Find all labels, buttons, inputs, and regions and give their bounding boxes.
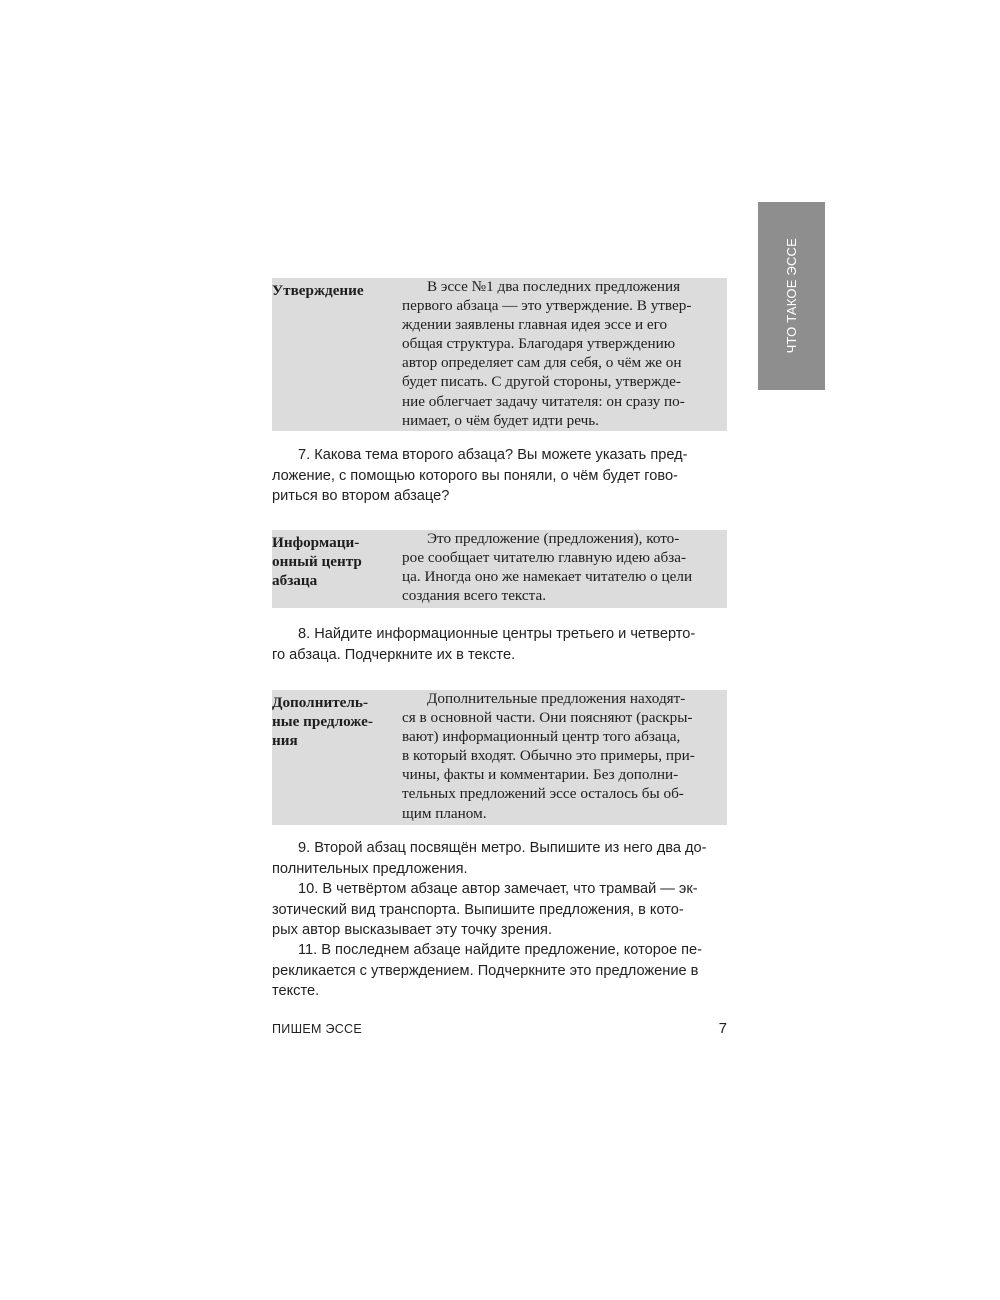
definition-line: нимает, о чём будет идти речь.: [402, 411, 599, 429]
definition-box-info-center: [272, 530, 727, 608]
question-line: 9. Второй абзац посвящён метро. Выпишите из него два до-: [298, 840, 707, 856]
question-line: рых автор высказывает эту точку зрения.: [272, 922, 553, 938]
question-line: тексте.: [272, 983, 320, 999]
definition-line: автор определяет сам для себя, о чём же он: [402, 354, 682, 372]
term-line: онный центр: [272, 553, 362, 571]
definition-line: ся в основной части. Они поясняют (раскры-: [402, 709, 693, 727]
term-line: ные предложе-: [272, 713, 373, 731]
definition-text: [402, 529, 727, 605]
definition-line: рое сообщает читателю главную идею абза-: [402, 549, 687, 567]
definition-line: ца. Иногда оно же намекает читателю о цели: [402, 568, 693, 586]
question-line: риться во втором абзаце?: [272, 488, 450, 504]
term-line: Дополнитель-: [272, 694, 369, 711]
section-tab-label: ЧТО ТАКОЕ ЭССЕ: [784, 238, 799, 354]
definition-term: [272, 693, 392, 750]
definition-term: [272, 533, 392, 590]
question-line: 8. Найдите информационные центры третьего и четверто-: [298, 626, 696, 642]
definition-line: щим планом.: [402, 804, 487, 822]
definition-line: первого абзаца — это утверждение. В утвер-: [402, 297, 692, 315]
question-line: 11. В последнем абзаце найдите предложение, которое пе-: [298, 942, 703, 958]
definition-text: [402, 689, 727, 823]
definition-line: создания всего текста.: [402, 587, 547, 605]
question-line: полнительных предложения.: [272, 860, 468, 877]
definition-line: вают) информационный центр того абзаца,: [402, 728, 681, 746]
definition-line: чины, факты и комментарии. Без дополни-: [402, 766, 679, 784]
definition-line: тельных предложений эссе осталось бы об-: [402, 785, 684, 803]
question-line: зотический вид транспорта. Выпишите предложения, в кото-: [272, 901, 684, 918]
definition-term: Утверждение: [272, 282, 364, 299]
definition-line: в который входят. Обычно это примеры, при-: [402, 747, 695, 765]
definition-box-additional: [272, 690, 727, 825]
question-9: [272, 838, 727, 879]
definition-box-statement: [272, 278, 727, 431]
question-line: го абзаца. Подчеркните их в тексте.: [272, 646, 516, 663]
definition-line: ждении заявлены главная идея эссе и его: [402, 316, 668, 334]
definition-line: В эссе №1 два последних предложения: [427, 278, 681, 295]
question-line: 7. Какова тема второго абзаца? Вы можете указать пред-: [298, 447, 688, 463]
definition-text: [402, 277, 727, 430]
section-tab: [758, 202, 825, 390]
question-10: [272, 879, 727, 941]
question-line: ложение, с помощью которого вы поняли, о чём будет гово-: [272, 467, 678, 484]
definition-line: общая структура. Благодаря утверждению: [402, 335, 676, 353]
term-line: абзаца: [272, 572, 318, 590]
term-line: Информаци-: [272, 534, 360, 551]
question-7: [272, 445, 727, 507]
definition-line: Это предложение (предложения), кото-: [427, 530, 680, 547]
question-line: рекликается с утверждением. Подчеркните это предложение в: [272, 962, 699, 979]
definition-line: ние облегчает задачу читателя: он сразу по-: [402, 392, 685, 410]
definition-line: Дополнительные предложения находят-: [427, 690, 686, 707]
definition-line: будет писать. С другой стороны, утвержде-: [402, 373, 681, 391]
page-number: 7: [718, 1020, 727, 1037]
question-11: [272, 940, 727, 1002]
question-line: 10. В четвёртом абзаце автор замечает, что трамвай — эк-: [298, 881, 698, 897]
term-line: ния: [272, 732, 298, 750]
running-footer-title: ПИШЕМ ЭССЕ: [272, 1022, 363, 1036]
question-8: [272, 624, 727, 665]
